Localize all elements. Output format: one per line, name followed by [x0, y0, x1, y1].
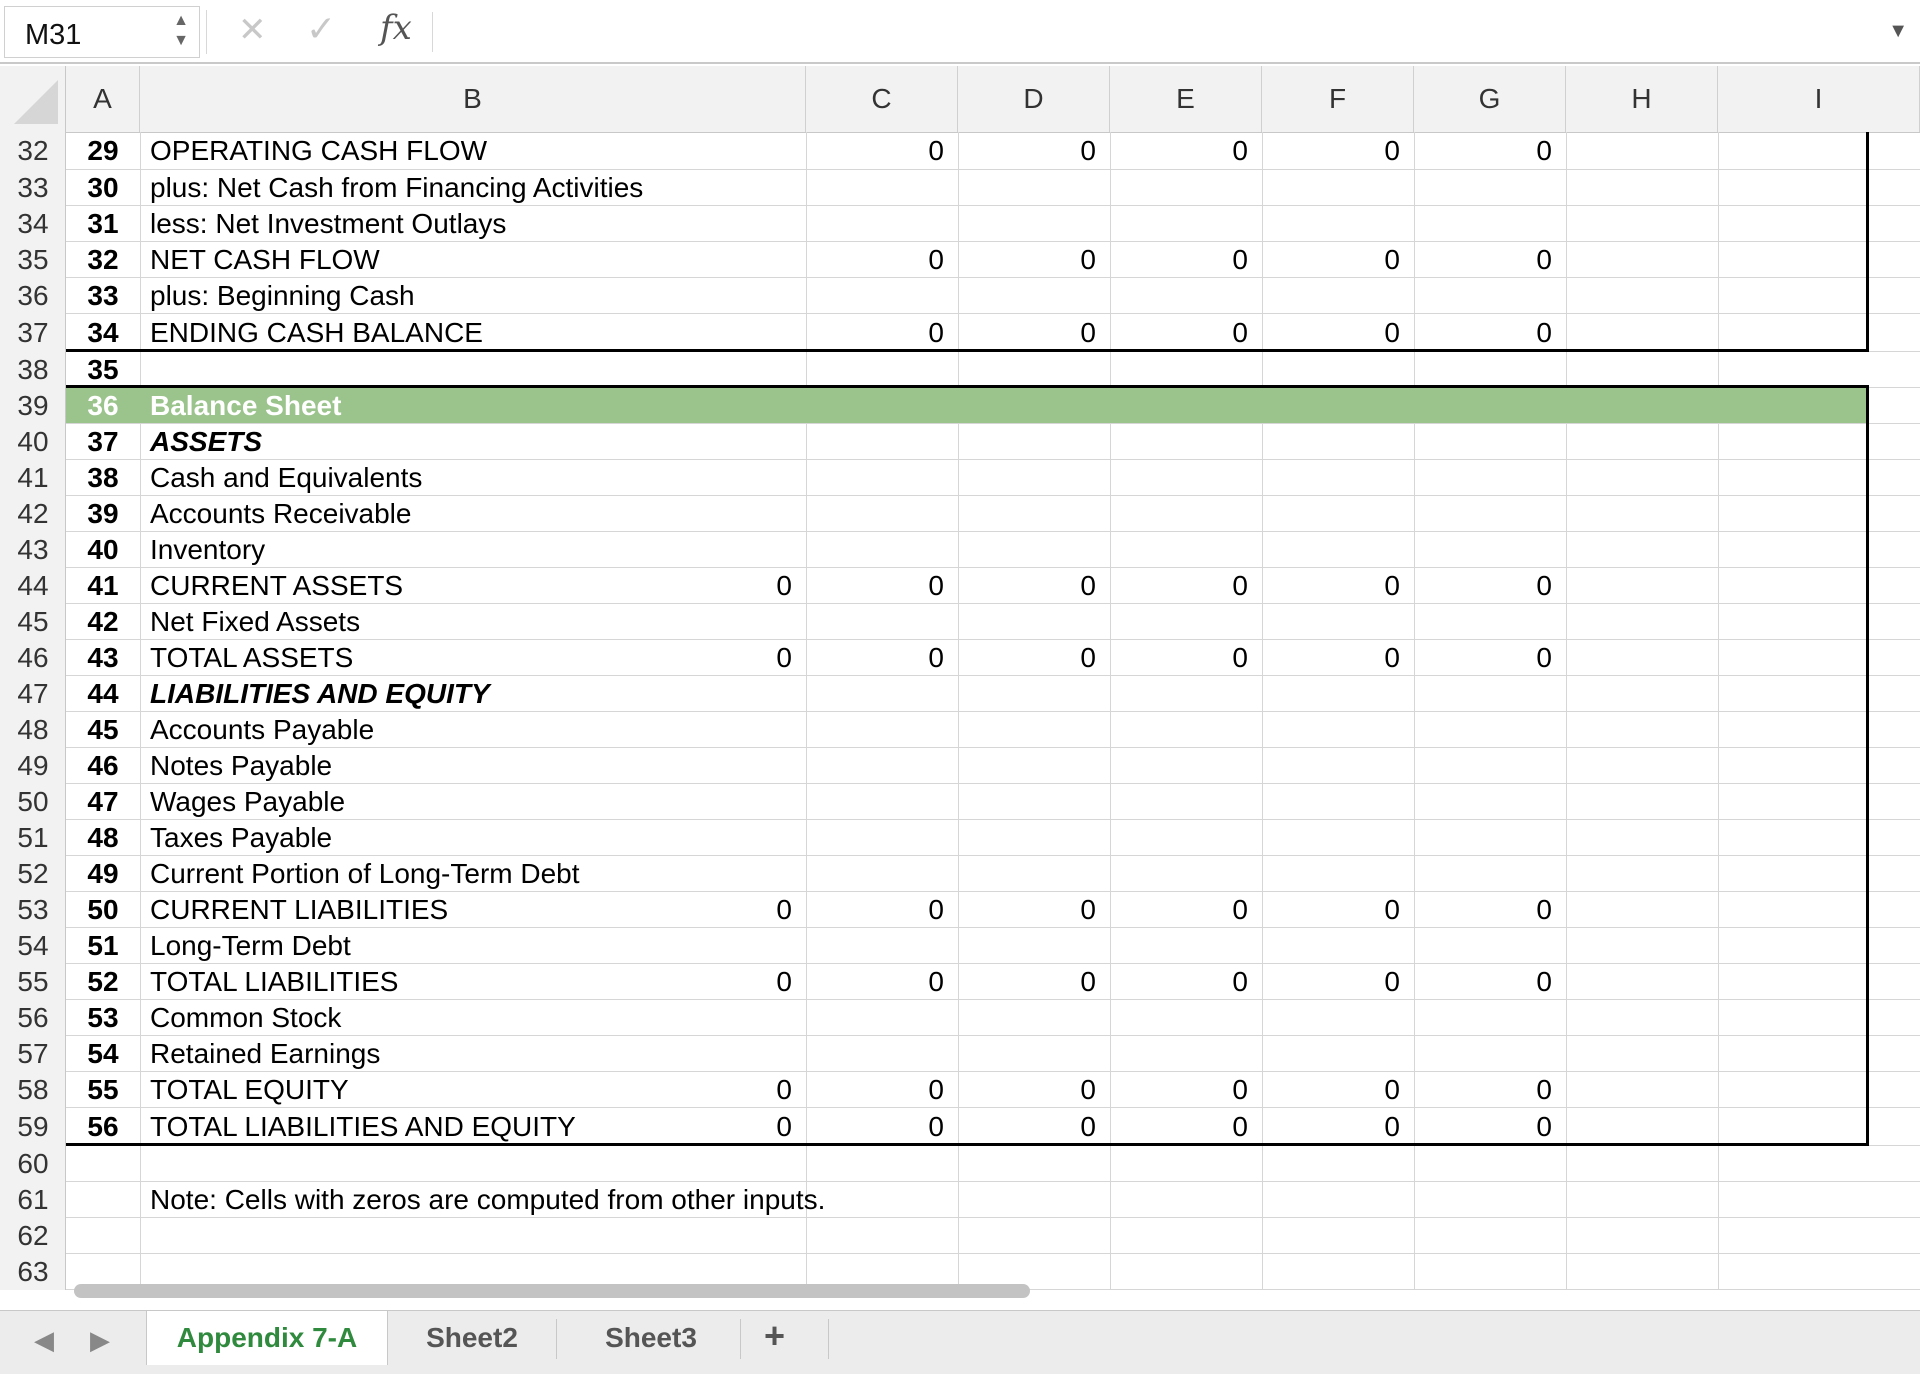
- line-number-cell[interactable]: 30: [87, 172, 119, 203]
- value-cell-c[interactable]: 0: [776, 966, 792, 997]
- value-cell-f[interactable]: 0: [1232, 894, 1248, 925]
- label-cell[interactable]: Cash and Equivalents: [150, 462, 423, 493]
- value-cell-c[interactable]: 0: [776, 1074, 792, 1105]
- line-number-cell[interactable]: 32: [87, 244, 119, 275]
- balance-sheet-box-border: [66, 385, 1869, 388]
- label-cell[interactable]: Net Fixed Assets: [150, 606, 361, 637]
- line-number-cell[interactable]: 37: [87, 426, 119, 457]
- value-cell-g[interactable]: 0: [1384, 317, 1400, 348]
- label-cell[interactable]: NET CASH FLOW: [150, 244, 380, 275]
- label-cell[interactable]: Accounts Receivable: [150, 498, 412, 529]
- name-box[interactable]: [4, 6, 200, 58]
- line-number-cell[interactable]: 54: [87, 1038, 119, 1069]
- value-cell-c[interactable]: 0: [776, 894, 792, 925]
- table-row: [66, 712, 1920, 748]
- row-header[interactable]: 62: [17, 1220, 49, 1251]
- column-header-g[interactable]: G: [1414, 66, 1566, 132]
- label-cell[interactable]: Retained Earnings: [150, 1038, 381, 1069]
- column-header-d[interactable]: D: [958, 66, 1110, 132]
- row-header[interactable]: 36: [17, 280, 49, 311]
- tab-divider: [828, 1319, 829, 1359]
- row-header[interactable]: 63: [17, 1256, 49, 1287]
- row-header[interactable]: 43: [17, 534, 49, 565]
- formula-bar-divider: [432, 12, 433, 52]
- column-header-bar: [0, 66, 1920, 133]
- tab-sheet2[interactable]: Sheet2: [426, 1322, 518, 1353]
- table-row: [66, 1000, 1920, 1036]
- table-row: [66, 242, 1920, 278]
- balance-sheet-box-border: [66, 1143, 1869, 1146]
- value-cell-f[interactable]: 0: [1232, 317, 1248, 348]
- value-cell-d[interactable]: 0: [928, 317, 944, 348]
- value-cell-f[interactable]: 0: [1232, 570, 1248, 601]
- label-cell[interactable]: Accounts Payable: [150, 714, 375, 745]
- table-row: [66, 424, 1920, 460]
- line-number-cell[interactable]: 48: [87, 822, 119, 853]
- table-row: [66, 460, 1920, 496]
- label-cell[interactable]: plus: Net Cash from Financing Activities: [150, 172, 644, 203]
- value-cell-g[interactable]: 0: [1384, 642, 1400, 673]
- table-row: [66, 1108, 1920, 1146]
- label-cell[interactable]: Balance Sheet: [150, 390, 342, 421]
- column-header-e[interactable]: E: [1110, 66, 1262, 132]
- value-cell-h[interactable]: 0: [1536, 966, 1552, 997]
- line-number-cell[interactable]: 31: [87, 208, 119, 239]
- up-down-stepper-icon[interactable]: ▲ ▼: [173, 12, 189, 49]
- value-cell-e[interactable]: 0: [1080, 1111, 1096, 1142]
- label-cell[interactable]: Taxes Payable: [150, 822, 333, 853]
- confirm-icon[interactable]: ✓: [306, 8, 337, 49]
- tab-divider: [556, 1319, 557, 1359]
- value-cell-e[interactable]: 0: [1080, 1074, 1096, 1105]
- cancel-icon[interactable]: ✕: [238, 11, 267, 49]
- line-number-cell[interactable]: 52: [87, 966, 119, 997]
- row-header[interactable]: 35: [17, 244, 49, 275]
- horizontal-scrollbar[interactable]: [74, 1284, 1030, 1298]
- row-header[interactable]: 48: [17, 714, 49, 745]
- row-header[interactable]: 45: [17, 606, 49, 637]
- value-cell-g[interactable]: 0: [1384, 570, 1400, 601]
- row-header[interactable]: 33: [17, 172, 49, 203]
- value-cell-e[interactable]: 0: [1080, 244, 1096, 275]
- row-header[interactable]: 57: [17, 1038, 49, 1069]
- table-row: [66, 676, 1920, 712]
- label-cell[interactable]: Current Portion of Long-Term Debt: [150, 858, 580, 889]
- cash-flow-box-border: [66, 349, 1869, 352]
- value-cell-f[interactable]: 0: [1232, 1074, 1248, 1105]
- value-cell-h[interactable]: 0: [1536, 317, 1552, 348]
- line-number-cell[interactable]: 46: [87, 750, 119, 781]
- table-row: [66, 568, 1920, 604]
- balance-sheet-box-border: [1866, 388, 1869, 1146]
- row-header[interactable]: 46: [17, 642, 49, 673]
- value-cell-d[interactable]: 0: [928, 642, 944, 673]
- line-number-cell[interactable]: 33: [87, 280, 119, 311]
- label-cell[interactable]: ENDING CASH BALANCE: [150, 317, 483, 348]
- value-cell-c[interactable]: 0: [776, 570, 792, 601]
- label-cell[interactable]: TOTAL LIABILITIES AND EQUITY: [150, 1111, 576, 1142]
- table-row: [66, 1182, 1920, 1218]
- row-header[interactable]: 54: [17, 930, 49, 961]
- value-cell-f[interactable]: 0: [1232, 244, 1248, 275]
- select-all-triangle-icon: [14, 80, 58, 124]
- line-number-cell[interactable]: 34: [87, 317, 119, 348]
- column-header-a[interactable]: A: [66, 66, 140, 132]
- table-row: [66, 928, 1920, 964]
- line-number-cell[interactable]: 39: [87, 498, 119, 529]
- worksheet: [0, 66, 1920, 1310]
- table-row: [66, 784, 1920, 820]
- name-box-value[interactable]: M31: [25, 19, 82, 51]
- row-header[interactable]: 37: [17, 317, 49, 348]
- formula-input[interactable]: [440, 8, 1860, 56]
- table-row: [66, 1218, 1920, 1254]
- value-cell-d[interactable]: 0: [928, 1111, 944, 1142]
- row-header[interactable]: 59: [17, 1111, 49, 1142]
- expand-formula-bar-icon[interactable]: ▼: [1888, 20, 1908, 42]
- value-cell-d[interactable]: 0: [928, 570, 944, 601]
- table-row: [66, 496, 1920, 532]
- table-row: [66, 206, 1920, 242]
- value-cell-g[interactable]: 0: [1384, 966, 1400, 997]
- line-number-cell[interactable]: 42: [87, 606, 119, 637]
- value-cell-h[interactable]: 0: [1536, 244, 1552, 275]
- value-cell-e[interactable]: 0: [1080, 317, 1096, 348]
- scroll-tabs-right-icon[interactable]: ▶: [90, 1325, 110, 1355]
- row-header[interactable]: 50: [17, 786, 49, 817]
- row-header[interactable]: 42: [17, 498, 49, 529]
- column-header-c[interactable]: C: [806, 66, 958, 132]
- table-row: [66, 820, 1920, 856]
- table-row: [66, 1072, 1920, 1108]
- table-row: [66, 352, 1920, 388]
- line-number-cell[interactable]: 35: [87, 354, 119, 385]
- value-cell-c[interactable]: 0: [776, 1111, 792, 1142]
- label-cell[interactable]: TOTAL ASSETS: [150, 642, 354, 673]
- label-cell[interactable]: CURRENT ASSETS: [150, 570, 404, 601]
- line-number-cell[interactable]: 41: [87, 570, 119, 601]
- table-row: [66, 640, 1920, 676]
- line-number-cell[interactable]: 47: [87, 786, 119, 817]
- row-header[interactable]: 39: [17, 390, 49, 421]
- row-header[interactable]: 53: [17, 894, 49, 925]
- add-sheet-icon[interactable]: +: [764, 1315, 786, 1356]
- table-row: [66, 532, 1920, 568]
- column-header-i[interactable]: I: [1718, 66, 1920, 132]
- value-cell-d[interactable]: 0: [928, 1074, 944, 1105]
- label-cell[interactable]: CURRENT LIABILITIES: [150, 894, 449, 925]
- value-cell-g[interactable]: 0: [1384, 894, 1400, 925]
- cash-flow-box-border: [1866, 132, 1869, 352]
- line-number-cell[interactable]: 29: [87, 135, 119, 166]
- table-row: [66, 314, 1920, 352]
- row-header[interactable]: 56: [17, 1002, 49, 1033]
- value-cell-f[interactable]: 0: [1232, 1111, 1248, 1142]
- line-number-cell[interactable]: 38: [87, 462, 119, 493]
- table-row: [66, 1146, 1920, 1182]
- value-cell-f[interactable]: 0: [1232, 135, 1248, 166]
- value-cell-e[interactable]: 0: [1080, 570, 1096, 601]
- value-cell-g[interactable]: 0: [1384, 135, 1400, 166]
- label-cell[interactable]: Wages Payable: [150, 786, 346, 817]
- label-cell[interactable]: Long-Term Debt: [150, 930, 351, 961]
- row-header[interactable]: 44: [17, 570, 49, 601]
- label-cell[interactable]: LIABILITIES AND EQUITY: [150, 678, 490, 709]
- row-header[interactable]: 34: [17, 208, 49, 239]
- tab-sheet3[interactable]: Sheet3: [605, 1322, 697, 1353]
- label-cell[interactable]: Inventory: [150, 534, 266, 565]
- line-number-cell[interactable]: 45: [87, 714, 119, 745]
- line-number-cell[interactable]: 53: [87, 1002, 119, 1033]
- value-cell-e[interactable]: 0: [1080, 966, 1096, 997]
- table-row: [66, 1036, 1920, 1072]
- row-header[interactable]: 41: [17, 462, 49, 493]
- value-cell-e[interactable]: 0: [1080, 642, 1096, 673]
- table-row: [66, 170, 1920, 206]
- label-cell[interactable]: Note: Cells with zeros are computed from other inputs.: [150, 1184, 826, 1215]
- line-number-cell[interactable]: 36: [87, 390, 119, 421]
- label-cell[interactable]: TOTAL EQUITY: [150, 1074, 349, 1105]
- column-header-b[interactable]: B: [140, 66, 806, 132]
- value-cell-f[interactable]: 0: [1232, 642, 1248, 673]
- sheet-tab-bar: [0, 1310, 1920, 1374]
- value-cell-g[interactable]: 0: [1384, 244, 1400, 275]
- table-row: [66, 892, 1920, 928]
- row-header[interactable]: 55: [17, 966, 49, 997]
- row-header[interactable]: 38: [17, 354, 49, 385]
- column-header-f[interactable]: F: [1262, 66, 1414, 132]
- value-cell-g[interactable]: 0: [1384, 1111, 1400, 1142]
- value-cell-d[interactable]: 0: [928, 244, 944, 275]
- line-number-cell[interactable]: 44: [87, 678, 119, 709]
- tab-appendix-7a[interactable]: Appendix 7-A: [146, 1311, 388, 1365]
- label-cell[interactable]: Common Stock: [150, 1002, 342, 1033]
- table-row: [66, 132, 1920, 170]
- scroll-tabs-left-icon[interactable]: ◀: [34, 1325, 54, 1355]
- value-cell-d[interactable]: 0: [928, 966, 944, 997]
- label-cell[interactable]: ASSETS: [150, 426, 263, 457]
- table-row: [66, 388, 1920, 424]
- label-cell[interactable]: plus: Beginning Cash: [150, 280, 415, 311]
- line-number-cell[interactable]: 51: [87, 930, 119, 961]
- row-header[interactable]: 47: [17, 678, 49, 709]
- value-cell-c[interactable]: 0: [776, 642, 792, 673]
- column-header-h[interactable]: H: [1566, 66, 1718, 132]
- row-header[interactable]: 61: [17, 1184, 49, 1215]
- formula-bar: [0, 0, 1920, 64]
- line-number-cell[interactable]: 50: [87, 894, 119, 925]
- row-header[interactable]: 52: [17, 858, 49, 889]
- line-number-cell[interactable]: 55: [87, 1074, 119, 1105]
- line-number-cell[interactable]: 40: [87, 534, 119, 565]
- value-cell-h[interactable]: 0: [1536, 570, 1552, 601]
- value-cell-h[interactable]: 0: [1536, 642, 1552, 673]
- row-header[interactable]: 58: [17, 1074, 49, 1105]
- line-number-cell[interactable]: 49: [87, 858, 119, 889]
- row-header[interactable]: 49: [17, 750, 49, 781]
- value-cell-e[interactable]: 0: [1080, 894, 1096, 925]
- table-row: [66, 856, 1920, 892]
- table-row: [66, 278, 1920, 314]
- row-header[interactable]: 60: [17, 1148, 49, 1179]
- value-cell-e[interactable]: 0: [1080, 135, 1096, 166]
- row-header[interactable]: 51: [17, 822, 49, 853]
- table-row: [66, 748, 1920, 784]
- value-cell-d[interactable]: 0: [928, 894, 944, 925]
- table-row: [66, 964, 1920, 1000]
- formula-bar-divider: [206, 10, 207, 54]
- line-number-cell[interactable]: 56: [87, 1111, 119, 1142]
- label-cell[interactable]: less: Net Investment Outlays: [150, 208, 507, 239]
- value-cell-h[interactable]: 0: [1536, 1111, 1552, 1142]
- cell-grid[interactable]: [66, 132, 1920, 1290]
- table-row: [66, 604, 1920, 640]
- value-cell-h[interactable]: 0: [1536, 135, 1552, 166]
- label-cell[interactable]: TOTAL LIABILITIES: [150, 966, 399, 997]
- row-header[interactable]: 40: [17, 426, 49, 457]
- line-number-cell[interactable]: 43: [87, 642, 119, 673]
- select-all-corner[interactable]: [0, 66, 66, 132]
- tab-divider: [740, 1319, 741, 1359]
- value-cell-h[interactable]: 0: [1536, 1074, 1552, 1105]
- value-cell-g[interactable]: 0: [1384, 1074, 1400, 1105]
- row-header[interactable]: 32: [17, 135, 49, 166]
- row-header-bar: [0, 132, 66, 1290]
- label-cell[interactable]: Notes Payable: [150, 750, 333, 781]
- value-cell-f[interactable]: 0: [1232, 966, 1248, 997]
- function-icon[interactable]: fx: [380, 8, 412, 48]
- value-cell-h[interactable]: 0: [1536, 894, 1552, 925]
- value-cell-d[interactable]: 0: [928, 135, 944, 166]
- label-cell[interactable]: OPERATING CASH FLOW: [150, 135, 488, 166]
